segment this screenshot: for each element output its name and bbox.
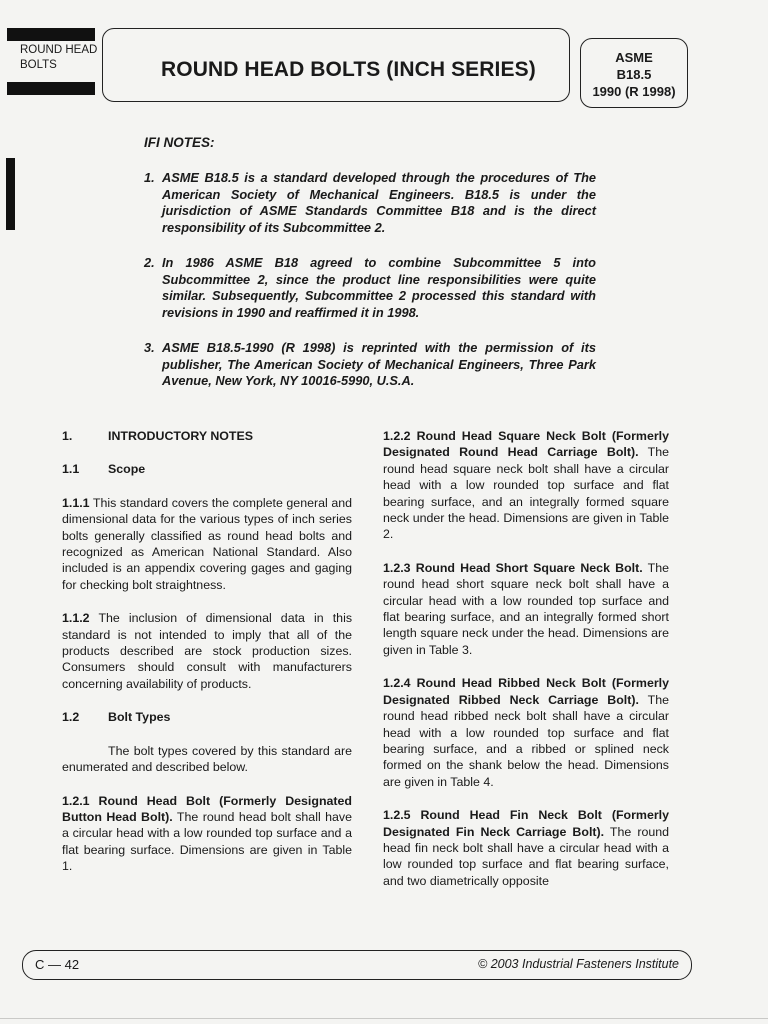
- ifi-note-number: 1.: [144, 170, 155, 185]
- heading-number: 1.1: [62, 462, 80, 477]
- section-bar-bottom: [7, 82, 95, 95]
- heading-number: 1.: [62, 429, 73, 443]
- paragraph-1-2-5: [383, 807, 669, 889]
- footer-box: [22, 950, 692, 980]
- paragraph-text: The inclusion of dimensional data in this standard is not intended to imply that all of the products described are stock production sizes. Consumers should consult with manufacturers concerning availability of products.: [62, 611, 353, 691]
- ifi-notes-list: [144, 170, 596, 409]
- heading-text: Bolt Types: [108, 710, 171, 725]
- page-number: C — 42: [35, 957, 80, 972]
- section-bar-top: [7, 28, 95, 41]
- section-label-line2: BOLTS: [20, 59, 57, 71]
- paragraph-number: 1.1.2: [62, 611, 90, 626]
- paragraph-text: The round head ribbed neck bolt shall have a circular head with a low rounded top surface and flat bearing surface, and a ribbed or splined neck formed on the shank below the head. Dimensions are given in Table 4.: [383, 692, 669, 789]
- title-box: [102, 28, 570, 102]
- page-edge-line: [0, 1018, 768, 1019]
- paragraph-1-2-4: [383, 675, 669, 790]
- copyright: © 2003 Industrial Fasteners Institute: [478, 957, 679, 971]
- paragraph-1-2-1: [62, 793, 352, 875]
- ifi-note-text: ASME B18.5 is a standard developed through the procedures of The American Society of Mechanical Engineers. B18.5 is under the jurisdiction of ASME Standards Committee B18 and is the direct responsibility of its Subcommittee 2.: [162, 170, 596, 235]
- page-title: ROUND HEAD BOLTS (INCH SERIES): [161, 58, 536, 81]
- ifi-notes-heading: IFI NOTES:: [144, 135, 215, 150]
- paragraph-text: The round head fin neck bolt shall have a circular head with a low rounded top surface and flat bearing surface, and two diametrically opposite: [383, 824, 670, 888]
- paragraph-heading: 1.2.4 Round Head Ribbed Neck Bolt (Formerly Designated Ribbed Neck Carriage Bolt).: [383, 676, 669, 707]
- section-label-line1: ROUND HEAD: [20, 44, 98, 56]
- ifi-note-3: [144, 340, 596, 390]
- paragraph-text: This standard covers the complete general and dimensional data for the various types of inch series bolts generally classified as round head bolts and recognized as American National Standard. Also included is an appendix covering gages and gaging for checking bolt straightness.: [62, 495, 352, 592]
- paragraph-heading: 1.2.5 Round Head Fin Neck Bolt (Formerly Designated Fin Neck Carriage Bolt).: [383, 808, 669, 839]
- standard-line2: B18.5: [616, 67, 652, 82]
- paragraph-text: The round head short square neck bolt shall have a circular head with a low rounded top surface and flat bearing surface, and an integrally formed short length square neck under the head. Dimensions are given in Table 3.: [383, 560, 670, 657]
- left-column: [62, 428, 352, 892]
- standard-line1: ASME: [615, 50, 653, 65]
- ifi-note-2: [144, 255, 596, 321]
- ifi-note-text: ASME B18.5-1990 (R 1998) is reprinted with the permission of its publisher, The American Society of Mechanical Engineers, Three Park Avenue, New York, NY 10016-5990, U.S.A.: [162, 340, 596, 388]
- standard-box: [580, 38, 688, 108]
- paragraph-1-1-1: [62, 495, 352, 593]
- paragraph-1-2-3: [383, 560, 669, 658]
- paragraph-heading: 1.2.3 Round Head Short Square Neck Bolt.: [383, 560, 643, 575]
- paragraph-number: 1.1.1: [62, 495, 90, 510]
- paragraph-1-2-2: [383, 428, 669, 543]
- paragraph-text: The round head bolt shall have a circular head with a low rounded top surface and a flat bearing surface. Dimensions are given in Table 1.: [62, 809, 352, 874]
- ifi-note-text: In 1986 ASME B18 agreed to combine Subcommittee 5 into Subcommittee 2, since the product line responsibilities were quite similar. Subsequently, Subcommittee 2 processed this standard with revisions in 1990 and reaffirmed it in 1998.: [162, 255, 596, 320]
- paragraph-1-1-2: [62, 610, 352, 692]
- ifi-note-1: [144, 170, 596, 236]
- paragraph-heading: 1.2.1 Round Head Bolt (Formerly Designated Button Head Bolt).: [62, 793, 352, 824]
- ifi-note-number: 2.: [144, 255, 155, 270]
- heading-1-1: [62, 461, 352, 477]
- heading-text: INTRODUCTORY NOTES: [108, 429, 254, 443]
- paragraph-heading: 1.2.2 Round Head Square Neck Bolt (Formerly Designated Round Head Carriage Bolt).: [383, 429, 669, 460]
- heading-1: [62, 428, 352, 444]
- ifi-note-number: 3.: [144, 340, 155, 355]
- paragraph-1-2: The bolt types covered by this standard are enumerated and described below.: [62, 743, 352, 775]
- heading-text: Scope: [108, 462, 146, 477]
- heading-1-2: [62, 709, 352, 725]
- standard-line3: 1990 (R 1998): [592, 84, 676, 99]
- change-bar: [6, 158, 15, 230]
- right-column: [383, 428, 669, 906]
- heading-number: 1.2: [62, 710, 80, 725]
- paragraph-text: The round head square neck bolt shall have a circular head with a low rounded top surface and flat bearing surface, and an integrally formed square neck under the head. Dimensions are given in Table 2.: [383, 445, 670, 542]
- section-label: [20, 43, 97, 73]
